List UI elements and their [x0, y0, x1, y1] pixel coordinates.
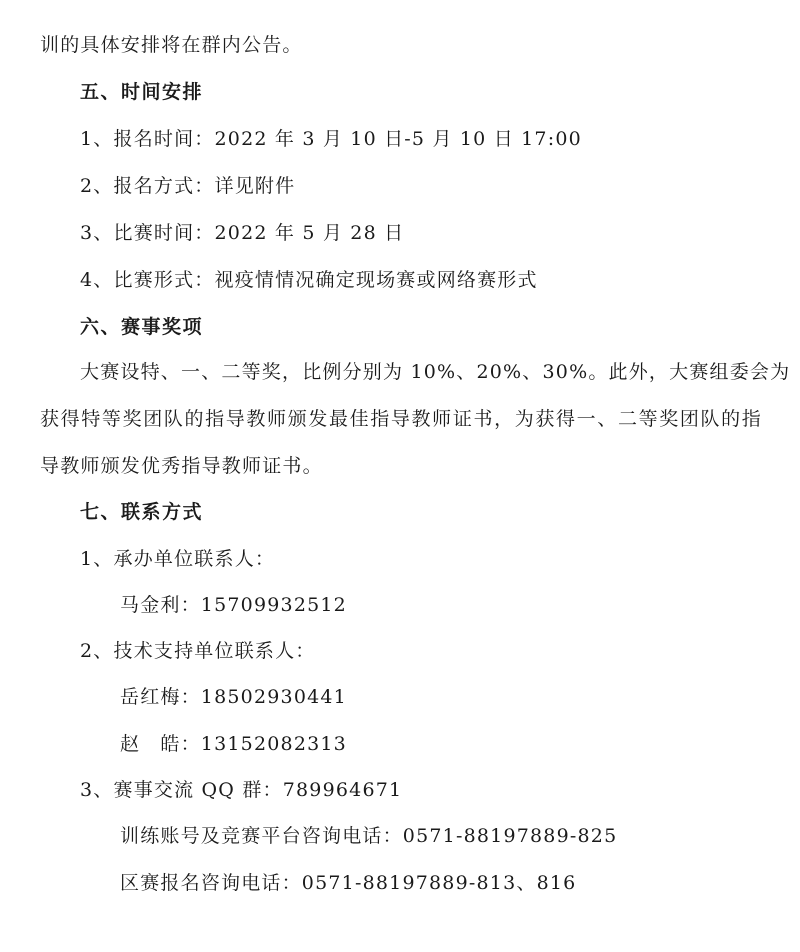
intro-tail-text: 训的具体安排将在群内公告。: [40, 34, 303, 56]
registration-time-item: 1、报名时间：2022 年 3 月 10 日-5 月 10 日 17:00: [80, 128, 582, 150]
competition-format-item: 4、比赛形式：视疫情情况确定现场赛或网络赛形式: [80, 269, 538, 291]
region-phone-item: 区赛报名咨询电话：0571-88197889-813、816: [120, 872, 577, 894]
tech-contact-person-1: 岳红梅：18502930441: [120, 686, 347, 708]
host-contact-label: 1、承办单位联系人：: [80, 548, 276, 570]
awards-paragraph-line-2: 获得特等奖团队的指导教师颁发最佳指导教师证书，为获得一、二等奖团队的指: [40, 408, 762, 430]
tech-contact-person-2: 赵 皓：13152082313: [120, 733, 347, 755]
awards-paragraph-line-3: 导教师颁发优秀指导教师证书。: [40, 455, 323, 477]
section-7-heading: 七、联系方式: [80, 501, 204, 523]
competition-time-item: 3、比赛时间：2022 年 5 月 28 日: [80, 222, 405, 244]
registration-method-item: 2、报名方式：详见附件: [80, 175, 296, 197]
host-contact-person: 马金利：15709932512: [120, 594, 347, 616]
section-5-heading: 五、时间安排: [80, 81, 204, 103]
section-6-heading: 六、赛事奖项: [80, 316, 204, 338]
awards-paragraph-line-1: 大赛设特、一、二等奖，比例分别为 10%、20%、30%。此外，大赛组委会为: [80, 361, 791, 383]
platform-phone-item: 训练账号及竞赛平台咨询电话：0571-88197889-825: [120, 825, 618, 847]
tech-contact-label: 2、技术支持单位联系人：: [80, 640, 316, 662]
qq-group-item: 3、赛事交流 QQ 群：789964671: [80, 779, 403, 801]
